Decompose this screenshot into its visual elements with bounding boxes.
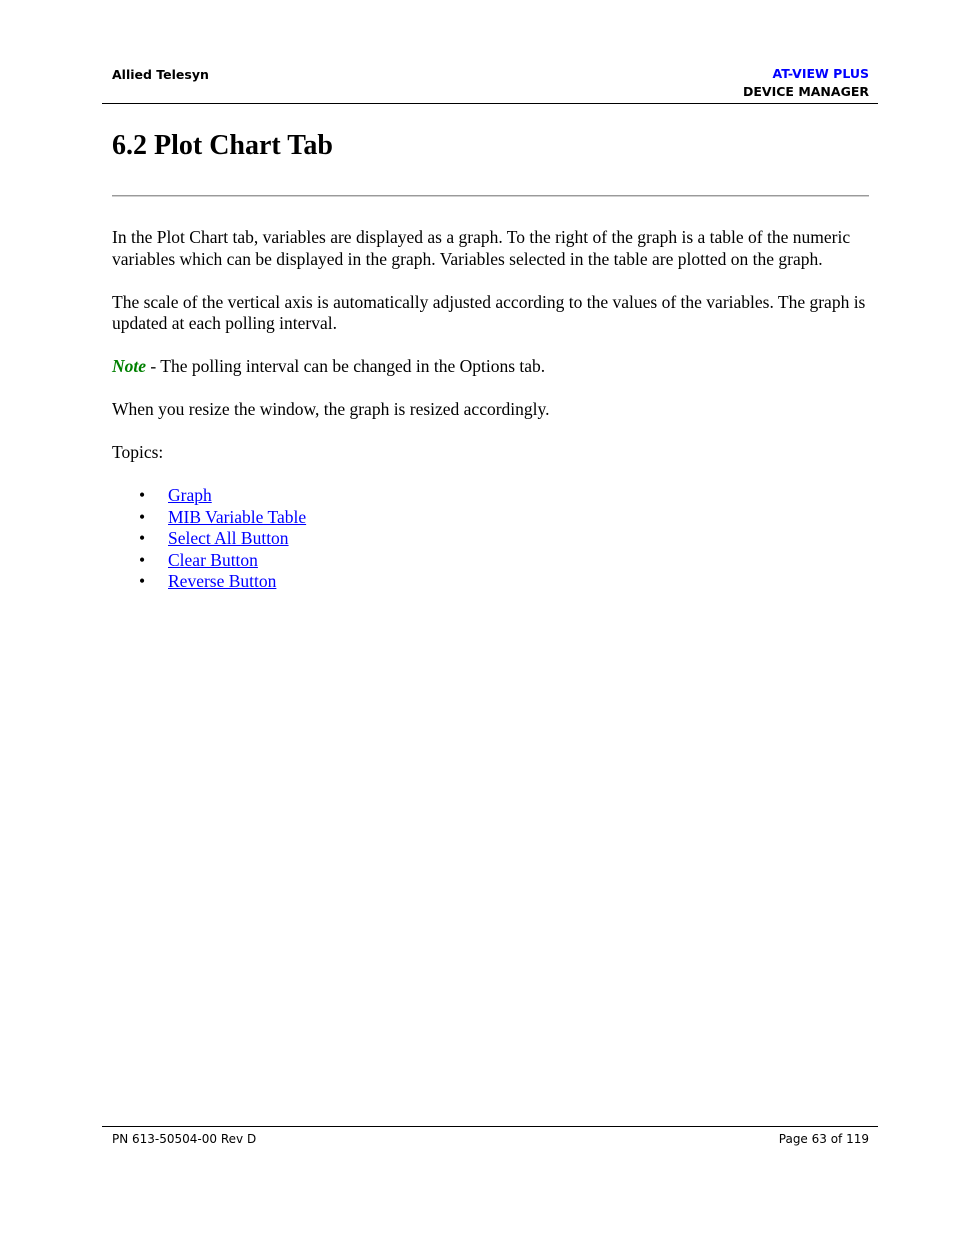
topic-link-graph[interactable]: Graph — [168, 485, 212, 505]
bullet-icon: • — [139, 485, 146, 505]
footer-divider — [102, 1126, 878, 1127]
topics-list — [112, 485, 872, 593]
bullet-icon: • — [139, 549, 146, 570]
module-name: DEVICE MANAGER — [743, 83, 869, 99]
list-item — [112, 528, 872, 550]
list-item — [112, 550, 872, 572]
list-item — [112, 507, 872, 529]
page-number: Page 63 of 119 — [778, 1132, 869, 1146]
resize-paragraph: When you resize the window, the graph is resized accordingly. — [112, 399, 550, 419]
company-name: Allied Telesyn — [112, 67, 209, 82]
list-item — [112, 571, 872, 593]
note-paragraph — [112, 356, 872, 378]
topic-link-mib-variable-table[interactable]: MIB Variable Table — [168, 506, 307, 527]
part-number: PN 613-50504-00 Rev D — [112, 1132, 257, 1146]
topic-link-reverse-button[interactable]: Reverse Button — [168, 571, 277, 591]
bullet-icon: • — [139, 506, 146, 527]
list-item — [112, 485, 872, 507]
note-text: - The polling interval can be changed in the Options tab. — [146, 356, 546, 376]
main-content — [112, 227, 872, 593]
page-title: 6.2 Plot Chart Tab — [112, 130, 333, 161]
document-header — [743, 65, 869, 100]
header-divider — [102, 103, 878, 104]
bullet-icon: • — [139, 571, 146, 591]
scale-paragraph: The scale of the vertical axis is automatically adjusted according to the values of the variables. The graph is updated at each polling interval. — [112, 291, 866, 333]
intro-paragraph: In the Plot Chart tab, variables are displayed as a graph. To the right of the graph is a table of the numeric variables which can be displayed in the graph. Variables selected in the table are plotted on the graph. — [112, 227, 851, 269]
title-divider — [112, 195, 869, 197]
topic-link-clear-button[interactable]: Clear Button — [168, 549, 258, 570]
note-label: Note — [112, 356, 147, 376]
product-name: AT-VIEW PLUS — [772, 66, 869, 81]
topics-label: Topics: — [112, 442, 164, 462]
topic-link-select-all-button[interactable]: Select All Button — [168, 528, 289, 548]
bullet-icon: • — [139, 528, 146, 548]
